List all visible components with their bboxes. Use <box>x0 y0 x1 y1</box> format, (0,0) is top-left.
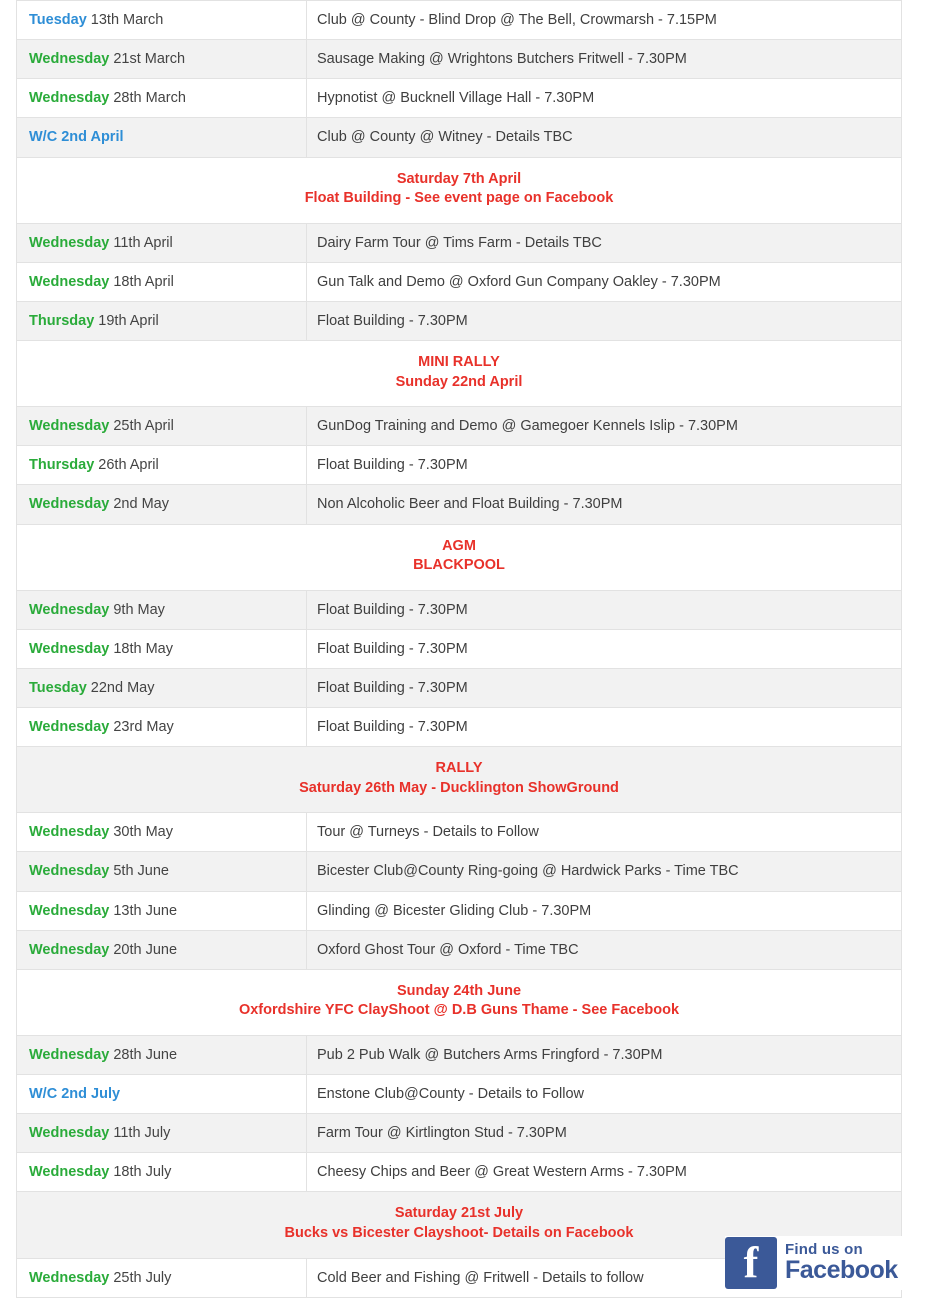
special-event-row <box>17 747 902 813</box>
event-date-cell <box>17 708 307 747</box>
table-row <box>17 40 902 79</box>
event-date-cell <box>17 262 307 301</box>
event-date-cell <box>17 40 307 79</box>
event-date-cell <box>17 590 307 629</box>
special-event-line: Sunday 22nd April <box>395 373 523 390</box>
table-row <box>17 301 902 340</box>
event-date: 22nd May <box>86 679 155 696</box>
event-weekday: Wednesday <box>29 941 110 958</box>
event-date-cell <box>17 446 307 485</box>
event-description-cell: Glinding @ Bicester Gliding Club - 7.30PM <box>307 891 902 930</box>
event-date-cell <box>17 629 307 668</box>
event-description-cell: Club @ County @ Witney - Details TBC <box>307 118 902 157</box>
event-date-cell <box>17 813 307 852</box>
event-date-cell <box>17 1075 307 1114</box>
event-description-cell: Float Building - 7.30PM <box>307 446 902 485</box>
event-weekday: Wednesday <box>29 1125 110 1142</box>
event-weekday: W/C 2nd April <box>29 129 124 146</box>
special-event-line: Saturday 7th April <box>396 170 522 187</box>
event-date: 21st March <box>109 51 186 68</box>
facebook-badge[interactable] <box>725 1236 913 1290</box>
event-weekday: Wednesday <box>29 273 110 290</box>
event-description-cell: Bicester Club@County Ring-going @ Hardwick Parks - Time TBC <box>307 852 902 891</box>
special-event-line: RALLY <box>435 760 483 777</box>
event-description-cell: Farm Tour @ Kirtlington Stud - 7.30PM <box>307 1114 902 1153</box>
event-date: 28th March <box>109 90 186 107</box>
event-date: 20th June <box>109 941 178 958</box>
event-date: 28th June <box>109 1046 178 1063</box>
special-event-cell <box>17 747 902 813</box>
events-table <box>16 0 902 1298</box>
event-description-cell: Float Building - 7.30PM <box>307 708 902 747</box>
table-row <box>17 1153 902 1192</box>
event-description-cell: Cold Beer and Fishing @ Fritwell - Details to follow <box>307 1258 902 1297</box>
event-date-cell <box>17 1114 307 1153</box>
event-weekday: Tuesday <box>29 679 87 696</box>
event-date-cell <box>17 1258 307 1297</box>
facebook-find-us-label: Find us on <box>785 1240 863 1258</box>
event-weekday: Wednesday <box>29 824 110 841</box>
event-date-cell <box>17 1 307 40</box>
event-weekday: Wednesday <box>29 640 110 657</box>
event-date-cell <box>17 301 307 340</box>
event-date-cell <box>17 79 307 118</box>
event-date: 19th April <box>94 312 159 329</box>
special-event-cell <box>17 157 902 223</box>
event-description-cell: Gun Talk and Demo @ Oxford Gun Company Oakley - 7.30PM <box>307 262 902 301</box>
event-weekday: Wednesday <box>29 719 110 735</box>
facebook-wordmark: Facebook <box>785 1256 898 1285</box>
table-row <box>17 930 902 969</box>
event-weekday: Thursday <box>29 312 95 329</box>
event-description-cell: GunDog Training and Demo @ Gamegoer Kennels Islip - 7.30PM <box>307 407 902 446</box>
special-event-cell <box>17 341 902 407</box>
table-row <box>17 485 902 524</box>
event-date-cell <box>17 1035 307 1074</box>
event-description-cell: Oxford Ghost Tour @ Oxford - Time TBC <box>307 930 902 969</box>
table-row <box>17 446 902 485</box>
table-row <box>17 891 902 930</box>
event-weekday: Wednesday <box>29 496 110 513</box>
table-row <box>17 1075 902 1114</box>
table-row <box>17 1 902 40</box>
special-event-line: MINI RALLY <box>418 354 500 370</box>
event-weekday: Wednesday <box>29 863 110 880</box>
event-date: 26th April <box>94 457 159 474</box>
event-date: 18th May <box>109 640 173 657</box>
event-date: 25th April <box>109 418 174 435</box>
special-event-line: Sunday 24th June <box>396 982 522 999</box>
event-weekday: Wednesday <box>29 90 110 107</box>
event-weekday: Wednesday <box>29 902 110 919</box>
event-description-cell: Non Alcoholic Beer and Float Building - 7.30PM <box>307 485 902 524</box>
table-row <box>17 590 902 629</box>
events-table-body <box>17 1 902 1298</box>
event-weekday: Wednesday <box>29 1269 110 1286</box>
event-description-cell: Float Building - 7.30PM <box>307 629 902 668</box>
facebook-icon: f <box>725 1237 777 1289</box>
event-description-cell: Hypnotist @ Bucknell Village Hall - 7.30PM <box>307 79 902 118</box>
event-description-cell: Float Building - 7.30PM <box>307 668 902 707</box>
facebook-badge-text <box>777 1242 898 1284</box>
table-row <box>17 668 902 707</box>
event-description-cell: Float Building - 7.30PM <box>307 301 902 340</box>
event-date: 5th June <box>109 863 169 880</box>
event-date: 11th April <box>109 234 173 251</box>
event-date: 2nd May <box>109 496 169 513</box>
special-event-cell <box>17 524 902 590</box>
special-event-row <box>17 341 902 407</box>
table-row <box>17 1035 902 1074</box>
event-description-cell: Club @ County - Blind Drop @ The Bell, Crowmarsh - 7.15PM <box>307 1 902 40</box>
special-event-row <box>17 969 902 1035</box>
special-event-line: AGM <box>442 537 476 554</box>
event-weekday: Tuesday <box>29 12 87 28</box>
event-date-cell <box>17 1153 307 1192</box>
special-event-row <box>17 524 902 590</box>
event-date-cell <box>17 223 307 262</box>
special-event-line: BLACKPOOL <box>413 557 505 574</box>
event-date: 11th July <box>109 1125 171 1142</box>
event-description-cell: Tour @ Turneys - Details to Follow <box>307 813 902 852</box>
event-weekday: Wednesday <box>29 234 110 251</box>
event-date: 9th May <box>109 601 165 618</box>
table-row <box>17 852 902 891</box>
event-weekday: Thursday <box>29 457 95 474</box>
special-event-line: Bucks vs Bicester Clayshoot- Details on Facebook <box>284 1224 634 1241</box>
special-event-cell <box>17 969 902 1035</box>
event-date: 13th June <box>109 902 178 919</box>
special-event-line: Float Building - See event page on Facebook <box>304 190 614 207</box>
table-row <box>17 407 902 446</box>
event-description-cell: Pub 2 Pub Walk @ Butchers Arms Fringford - 7.30PM <box>307 1035 902 1074</box>
event-date-cell <box>17 930 307 969</box>
event-date-cell <box>17 407 307 446</box>
table-row <box>17 708 902 747</box>
event-description-cell: Dairy Farm Tour @ Tims Farm - Details TBC <box>307 223 902 262</box>
event-description-cell: Cheesy Chips and Beer @ Great Western Arms - 7.30PM <box>307 1153 902 1192</box>
special-event-line: Saturday 26th May - Ducklington ShowGround <box>299 779 619 796</box>
event-weekday: Wednesday <box>29 51 110 68</box>
event-date-cell <box>17 668 307 707</box>
special-event-line: Oxfordshire YFC ClayShoot @ D.B Guns Thame - See Facebook <box>238 1002 680 1019</box>
event-weekday: Wednesday <box>29 1164 110 1181</box>
event-date-cell <box>17 852 307 891</box>
event-date-cell <box>17 118 307 157</box>
event-weekday: Wednesday <box>29 601 110 618</box>
event-weekday: Wednesday <box>29 418 110 435</box>
table-row <box>17 79 902 118</box>
special-event-line: Saturday 21st July <box>394 1205 524 1222</box>
table-row <box>17 1114 902 1153</box>
event-date: 18th April <box>109 273 174 290</box>
event-description-cell: Float Building - 7.30PM <box>307 590 902 629</box>
event-date: 23rd May <box>109 719 174 735</box>
special-event-row <box>17 157 902 223</box>
event-date: 25th July <box>109 1269 172 1286</box>
event-date-cell <box>17 485 307 524</box>
event-date-cell <box>17 891 307 930</box>
event-date: 18th July <box>109 1164 172 1181</box>
event-date: 30th May <box>109 824 173 841</box>
event-date: 13th March <box>86 12 164 28</box>
table-row <box>17 629 902 668</box>
event-weekday: W/C 2nd July <box>29 1086 121 1102</box>
table-row <box>17 813 902 852</box>
event-description-cell: Enstone Club@County - Details to Follow <box>307 1075 902 1114</box>
table-row <box>17 223 902 262</box>
event-description-cell: Sausage Making @ Wrightons Butchers Fritwell - 7.30PM <box>307 40 902 79</box>
event-weekday: Wednesday <box>29 1046 110 1063</box>
table-row <box>17 262 902 301</box>
table-row <box>17 118 902 157</box>
